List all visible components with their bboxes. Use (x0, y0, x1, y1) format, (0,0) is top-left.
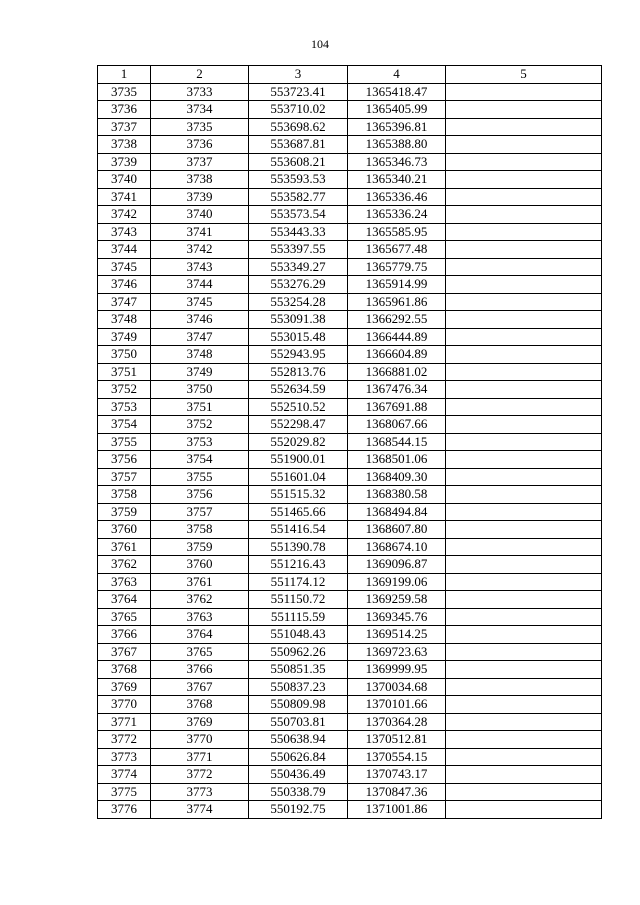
table-cell (446, 171, 602, 189)
table-cell (446, 801, 602, 819)
table-cell: 3775 (98, 783, 151, 801)
table-cell: 1365340.21 (348, 171, 446, 189)
column-header: 1 (98, 66, 151, 84)
table-cell: 3774 (98, 766, 151, 784)
table-cell: 1366444.89 (348, 328, 446, 346)
table-cell: 552510.52 (249, 398, 348, 416)
table-cell: 552943.95 (249, 346, 348, 364)
table-row (98, 661, 602, 679)
table-cell: 550809.98 (249, 696, 348, 714)
table-cell: 550703.81 (249, 713, 348, 731)
table-cell: 3751 (151, 398, 249, 416)
table-row (98, 381, 602, 399)
table-cell: 3770 (98, 696, 151, 714)
table-row (98, 801, 602, 819)
table-cell (446, 416, 602, 434)
table-cell: 551900.01 (249, 451, 348, 469)
table-cell: 553091.38 (249, 311, 348, 329)
table-cell (446, 381, 602, 399)
table-cell (446, 521, 602, 539)
table-cell: 553608.21 (249, 153, 348, 171)
table-cell (446, 731, 602, 749)
table-cell: 1370554.15 (348, 748, 446, 766)
table-cell: 1369999.95 (348, 661, 446, 679)
table-cell: 3772 (151, 766, 249, 784)
table-cell: 551416.54 (249, 521, 348, 539)
table-cell: 1371001.86 (348, 801, 446, 819)
table-row (98, 293, 602, 311)
table-cell (446, 258, 602, 276)
table-cell: 553698.62 (249, 118, 348, 136)
column-header: 4 (348, 66, 446, 84)
table-cell (446, 783, 602, 801)
table-cell: 551601.04 (249, 468, 348, 486)
table-cell: 3764 (98, 591, 151, 609)
table-cell: 3752 (98, 381, 151, 399)
table-cell (446, 486, 602, 504)
table-cell: 3761 (151, 573, 249, 591)
table-cell: 553015.48 (249, 328, 348, 346)
table-row (98, 731, 602, 749)
table-cell: 3756 (98, 451, 151, 469)
table-cell: 552298.47 (249, 416, 348, 434)
table-cell: 1370034.68 (348, 678, 446, 696)
table-cell: 551216.43 (249, 556, 348, 574)
table-row (98, 258, 602, 276)
table-row (98, 171, 602, 189)
table-cell: 3766 (98, 626, 151, 644)
table-cell: 1370847.36 (348, 783, 446, 801)
table-cell (446, 241, 602, 259)
table-cell: 1368674.10 (348, 538, 446, 556)
table-cell: 3768 (151, 696, 249, 714)
table-cell (446, 293, 602, 311)
table-row (98, 136, 602, 154)
table-cell: 1366881.02 (348, 363, 446, 381)
table-cell (446, 451, 602, 469)
table-cell: 3753 (98, 398, 151, 416)
table-cell: 3757 (151, 503, 249, 521)
table-cell (446, 591, 602, 609)
table-cell (446, 626, 602, 644)
table-cell: 1365336.46 (348, 188, 446, 206)
table-cell: 550436.49 (249, 766, 348, 784)
table-row (98, 451, 602, 469)
table-cell (446, 468, 602, 486)
table-cell: 3738 (98, 136, 151, 154)
table-cell: 3739 (151, 188, 249, 206)
table-cell: 3763 (151, 608, 249, 626)
table-cell: 1365388.80 (348, 136, 446, 154)
table-cell (446, 608, 602, 626)
table-cell: 3773 (151, 783, 249, 801)
table-cell (446, 766, 602, 784)
table-cell: 3765 (98, 608, 151, 626)
table-row (98, 538, 602, 556)
table-cell: 1370101.66 (348, 696, 446, 714)
table-row (98, 118, 602, 136)
table-cell: 3748 (151, 346, 249, 364)
table-cell: 1365396.81 (348, 118, 446, 136)
table-cell: 3762 (98, 556, 151, 574)
table-cell: 1365779.75 (348, 258, 446, 276)
table-row (98, 311, 602, 329)
table-cell: 553254.28 (249, 293, 348, 311)
column-header: 2 (151, 66, 249, 84)
table-row (98, 433, 602, 451)
table-row (98, 206, 602, 224)
table-cell (446, 118, 602, 136)
table-cell (446, 328, 602, 346)
table-cell: 553349.27 (249, 258, 348, 276)
table-cell: 3767 (98, 643, 151, 661)
table-cell: 1368409.30 (348, 468, 446, 486)
coordinates-table (97, 65, 602, 819)
table-cell: 3762 (151, 591, 249, 609)
table-cell (446, 556, 602, 574)
table-cell: 3769 (98, 678, 151, 696)
table-cell: 3754 (98, 416, 151, 434)
table-row (98, 486, 602, 504)
table-cell: 1368544.15 (348, 433, 446, 451)
table-cell: 3740 (98, 171, 151, 189)
table-cell: 1369199.06 (348, 573, 446, 591)
table-cell: 3753 (151, 433, 249, 451)
table-row (98, 101, 602, 119)
table-cell: 3743 (151, 258, 249, 276)
table-cell: 1369723.63 (348, 643, 446, 661)
table-cell: 1365405.99 (348, 101, 446, 119)
table-cell: 3744 (98, 241, 151, 259)
table-cell: 550338.79 (249, 783, 348, 801)
table-cell: 1370512.81 (348, 731, 446, 749)
table-cell (446, 101, 602, 119)
table-cell: 1370364.28 (348, 713, 446, 731)
table-cell: 3738 (151, 171, 249, 189)
table-cell: 3733 (151, 83, 249, 101)
table-cell: 3770 (151, 731, 249, 749)
table-cell (446, 83, 602, 101)
table-cell: 552813.76 (249, 363, 348, 381)
table-row (98, 766, 602, 784)
table-cell: 550962.26 (249, 643, 348, 661)
table-cell: 3769 (151, 713, 249, 731)
table-row (98, 83, 602, 101)
table-cell (446, 713, 602, 731)
column-header: 5 (446, 66, 602, 84)
table-cell: 553582.77 (249, 188, 348, 206)
table-cell: 1366604.89 (348, 346, 446, 364)
table-cell: 551048.43 (249, 626, 348, 644)
table-row (98, 556, 602, 574)
table-cell: 3734 (151, 101, 249, 119)
table-cell (446, 748, 602, 766)
table-cell: 3740 (151, 206, 249, 224)
table-cell: 551115.59 (249, 608, 348, 626)
table-cell: 1367691.88 (348, 398, 446, 416)
table-cell: 1368607.80 (348, 521, 446, 539)
table-cell: 3763 (98, 573, 151, 591)
table-row (98, 608, 602, 626)
table-cell: 3776 (98, 801, 151, 819)
table-row (98, 468, 602, 486)
table-cell: 3746 (98, 276, 151, 294)
table-cell: 553573.54 (249, 206, 348, 224)
table-cell: 3760 (151, 556, 249, 574)
table-cell: 3758 (98, 486, 151, 504)
table-cell: 3748 (98, 311, 151, 329)
table-cell: 1368067.66 (348, 416, 446, 434)
table-cell: 3754 (151, 451, 249, 469)
table-cell (446, 153, 602, 171)
table-cell: 1366292.55 (348, 311, 446, 329)
table-cell: 3757 (98, 468, 151, 486)
table-header-row (98, 66, 602, 84)
table-cell: 552029.82 (249, 433, 348, 451)
table-row (98, 188, 602, 206)
table-cell: 3751 (98, 363, 151, 381)
table-cell: 3768 (98, 661, 151, 679)
table-cell (446, 136, 602, 154)
table-cell: 3750 (98, 346, 151, 364)
table-cell: 3764 (151, 626, 249, 644)
table-cell (446, 661, 602, 679)
table-cell: 1370743.17 (348, 766, 446, 784)
table-cell: 3742 (98, 206, 151, 224)
table-cell: 550851.35 (249, 661, 348, 679)
table-cell: 3755 (98, 433, 151, 451)
table-cell (446, 311, 602, 329)
page-number: 104 (311, 37, 329, 51)
table-row (98, 223, 602, 241)
table-cell: 3771 (98, 713, 151, 731)
table-cell: 3742 (151, 241, 249, 259)
table-cell: 553276.29 (249, 276, 348, 294)
table-cell (446, 433, 602, 451)
table-cell: 3744 (151, 276, 249, 294)
table-cell: 3747 (151, 328, 249, 346)
table-cell: 3759 (98, 503, 151, 521)
table-cell: 1365585.95 (348, 223, 446, 241)
table-row (98, 346, 602, 364)
table-cell: 1369096.87 (348, 556, 446, 574)
table-cell: 1365418.47 (348, 83, 446, 101)
table-cell: 550837.23 (249, 678, 348, 696)
table-row (98, 783, 602, 801)
table-cell: 551515.32 (249, 486, 348, 504)
table-cell: 3735 (151, 118, 249, 136)
table-row (98, 241, 602, 259)
table-cell: 1368494.84 (348, 503, 446, 521)
table-cell: 3746 (151, 311, 249, 329)
table-cell: 3737 (151, 153, 249, 171)
table-cell (446, 363, 602, 381)
table-cell: 3765 (151, 643, 249, 661)
table-cell: 551390.78 (249, 538, 348, 556)
table-row (98, 521, 602, 539)
table-cell (446, 573, 602, 591)
table-cell: 3755 (151, 468, 249, 486)
table-cell: 3766 (151, 661, 249, 679)
table-cell: 3750 (151, 381, 249, 399)
table-cell: 3752 (151, 416, 249, 434)
table-cell: 3767 (151, 678, 249, 696)
table-cell: 3749 (151, 363, 249, 381)
table-cell: 552634.59 (249, 381, 348, 399)
table-cell: 3759 (151, 538, 249, 556)
table-cell: 553687.81 (249, 136, 348, 154)
table-cell: 3739 (98, 153, 151, 171)
table-cell (446, 696, 602, 714)
table-row (98, 678, 602, 696)
table-cell: 3737 (98, 118, 151, 136)
table-cell (446, 538, 602, 556)
table-cell: 3758 (151, 521, 249, 539)
table-cell: 550192.75 (249, 801, 348, 819)
table-cell: 3756 (151, 486, 249, 504)
table-cell: 550626.84 (249, 748, 348, 766)
table-cell (446, 223, 602, 241)
table-cell (446, 398, 602, 416)
table-cell: 553443.33 (249, 223, 348, 241)
table-row (98, 416, 602, 434)
table-row (98, 503, 602, 521)
table-cell: 1365961.86 (348, 293, 446, 311)
table-row (98, 573, 602, 591)
table-cell: 553710.02 (249, 101, 348, 119)
table-cell: 1369345.76 (348, 608, 446, 626)
table-cell: 1368501.06 (348, 451, 446, 469)
table-cell: 3749 (98, 328, 151, 346)
table-cell: 1365914.99 (348, 276, 446, 294)
table-row (98, 713, 602, 731)
table-row (98, 748, 602, 766)
table-cell (446, 188, 602, 206)
table-cell (446, 643, 602, 661)
table-cell: 551174.12 (249, 573, 348, 591)
table-cell: 3745 (98, 258, 151, 276)
table-cell (446, 503, 602, 521)
table-cell: 3761 (98, 538, 151, 556)
table-cell: 3745 (151, 293, 249, 311)
table-cell: 1367476.34 (348, 381, 446, 399)
table-cell: 3773 (98, 748, 151, 766)
table-cell (446, 206, 602, 224)
table-cell: 1365346.73 (348, 153, 446, 171)
table-cell: 553593.53 (249, 171, 348, 189)
table-row (98, 643, 602, 661)
table-row (98, 696, 602, 714)
table-cell: 3771 (151, 748, 249, 766)
table-cell: 3736 (151, 136, 249, 154)
table-cell: 3760 (98, 521, 151, 539)
table-cell (446, 678, 602, 696)
table-row (98, 626, 602, 644)
table-cell: 3735 (98, 83, 151, 101)
column-header: 3 (249, 66, 348, 84)
table-row (98, 363, 602, 381)
table-cell: 3774 (151, 801, 249, 819)
table-row (98, 591, 602, 609)
table-cell: 1365336.24 (348, 206, 446, 224)
table-cell: 3736 (98, 101, 151, 119)
table-body (98, 83, 602, 818)
table-row (98, 328, 602, 346)
table-cell: 3741 (98, 188, 151, 206)
table-cell (446, 276, 602, 294)
table-cell: 1369514.25 (348, 626, 446, 644)
table-cell: 3772 (98, 731, 151, 749)
table-row (98, 153, 602, 171)
table-cell: 550638.94 (249, 731, 348, 749)
table-row (98, 276, 602, 294)
table-cell: 1365677.48 (348, 241, 446, 259)
table-cell: 551150.72 (249, 591, 348, 609)
table-row (98, 398, 602, 416)
table-cell: 3741 (151, 223, 249, 241)
table-cell: 553723.41 (249, 83, 348, 101)
table-cell: 1369259.58 (348, 591, 446, 609)
table-cell: 1368380.58 (348, 486, 446, 504)
table-cell (446, 346, 602, 364)
table-cell: 553397.55 (249, 241, 348, 259)
table-cell: 3747 (98, 293, 151, 311)
table-cell: 3743 (98, 223, 151, 241)
table-cell: 551465.66 (249, 503, 348, 521)
